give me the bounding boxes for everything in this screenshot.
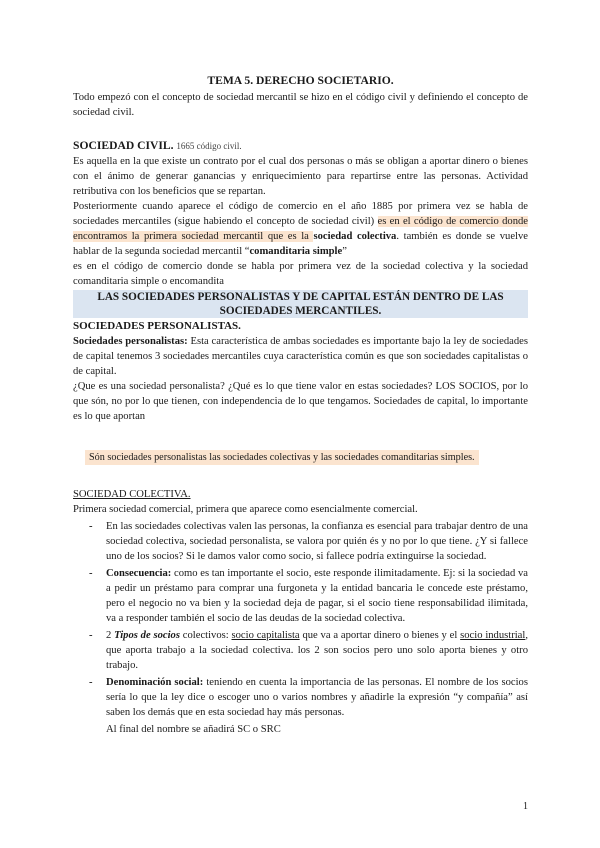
civil-paragraph-3: es en el código de comercio donde se habla por primera vez de la sociedad colectiva y la sociedad comanditaria simple o encomandita (73, 261, 528, 287)
tipos-text-b: colectivos: (179, 630, 232, 641)
civil-heading-text: SOCIEDAD CIVIL. (73, 139, 174, 152)
civil-p2-bold2: comanditaria simple (249, 246, 343, 257)
document-title: TEMA 5. DERECHO SOCIETARIO. (207, 74, 394, 87)
personalistas-heading: SOCIEDADES PERSONALISTAS. (73, 320, 241, 332)
list-item (106, 675, 528, 720)
personalistas-callout: Són sociedades personalistas las sociedades colectivas y las sociedades comanditarias simples. (85, 450, 479, 465)
civil-heading (73, 138, 528, 154)
page-number: 1 (523, 801, 528, 812)
tipos-text-c: que va a aportar dinero o bienes y el (299, 630, 461, 641)
consecuencia-lead: Consecuencia: (106, 568, 172, 579)
socio-industrial-term: socio industrial (460, 630, 526, 641)
consecuencia-text: como es tan importante el socio, este responde ilimitadamente. Ej: si la sociedad va a pedir un préstamo para comprar una furgoneta y la entidad bancaria le concede este préstamo, pero el negocio no va bien y la sociedad deja de pagar, si el socio tiene responsabilidad ilimitada, va a responder también el socio de las deudas de la sociedad colectiva. (106, 568, 528, 624)
civil-heading-note: 1665 código civil. (176, 141, 242, 151)
mercantiles-banner (73, 290, 528, 318)
civil-definition: Es aquella en la que existe un contrato por el cual dos personas o más se obligan a aportar dinero o bienes con el ánimo de generar ganancias y enriquecimiento para repartirse entre las personas. Actividad retributiva con los beneficios que se repartan. (73, 156, 528, 197)
denominacion-lead: Denominación social: (106, 677, 204, 688)
personalistas-lead: Sociedades personalistas: (73, 336, 188, 347)
colectiva-heading: SOCIEDAD COLECTIVA. (73, 489, 191, 500)
personalistas-text: Esta característica de ambas sociedades es importante bajo la ley de sociedades de capital tenemos 3 sociedades mercantiles cuya característica común es que son sociedades capitalistas o de capital. (73, 336, 528, 377)
personalistas-paragraph (73, 334, 528, 379)
tipos-number: 2 (106, 630, 115, 641)
personalistas-question: ¿Que es una sociedad personalista? ¿Qué es lo que tiene valor en estas sociedades? LOS SOCIOS, por lo que són, no por lo que tienen, con independencia de lo que tengamos. Sociedades de capital, lo importante es lo que aportan (73, 381, 528, 422)
list-item (106, 628, 528, 673)
tipos-text-d: , que aporta trabajo a la sociedad colectiva. los 2 son socios pero uno solo aporta bienes y otro trabajo. (106, 630, 528, 671)
denominacion-text: teniendo en cuenta la importancia de las personas. El nombre de los socios sería lo que la ley dice o escoger uno o varios nombres y añadirle la expresión “y compañía” así saben los demás que en esta sociedad hay más personas. (106, 677, 528, 718)
civil-p2-mid: . también es donde se vuelve hablar de la segunda sociedad mercantil “ (73, 231, 528, 257)
colectiva-final: Al final del nombre se añadirá SC o SRC (106, 724, 281, 735)
banner-line-1: LAS SOCIEDADES PERSONALISTAS Y DE CAPITAL ESTÁN DENTRO DE LAS (97, 291, 504, 303)
intro-paragraph: Todo empezó con el concepto de sociedad mercantil se hizo en el código civil y definiendo el concepto de sociedad civil. (73, 92, 528, 118)
civil-p2-highlight: es en el código de comercio donde encontramos la primera sociedad mercantil que es la (73, 216, 528, 242)
civil-p2-start: Posteriormente cuando aparece el código de comercio en el año 1885 por primera vez se habla de sociedades mercantiles (sigue habiendo el concepto de sociedad civil) (73, 201, 528, 227)
list-item: - En las sociedades colectivas valen las personas, la confianza es esencial para trabajar dentro de una sociedad colectiva, sociedad personalista, se valora por quién és y no por lo que tiene. ¿Y si fallece uno de los socios? Si le damos valor como socio, si fallece podría extinguirse la sociedad. (106, 519, 528, 564)
socio-capitalista-term: socio capitalista (231, 630, 300, 641)
civil-paragraph-2 (73, 199, 528, 259)
colectiva-intro: Primera sociedad comercial, primera que aparece como esencialmente comercial. (73, 504, 418, 515)
colectiva-list (73, 519, 528, 720)
civil-p2-end: ” (342, 246, 347, 257)
tipos-lead: Tipos de socios (114, 630, 180, 641)
list-item (106, 566, 528, 626)
civil-p2-bold: sociedad colectiva (313, 231, 397, 242)
page-content (73, 73, 528, 737)
banner-line-2: SOCIEDADES MERCANTILES. (219, 305, 382, 317)
